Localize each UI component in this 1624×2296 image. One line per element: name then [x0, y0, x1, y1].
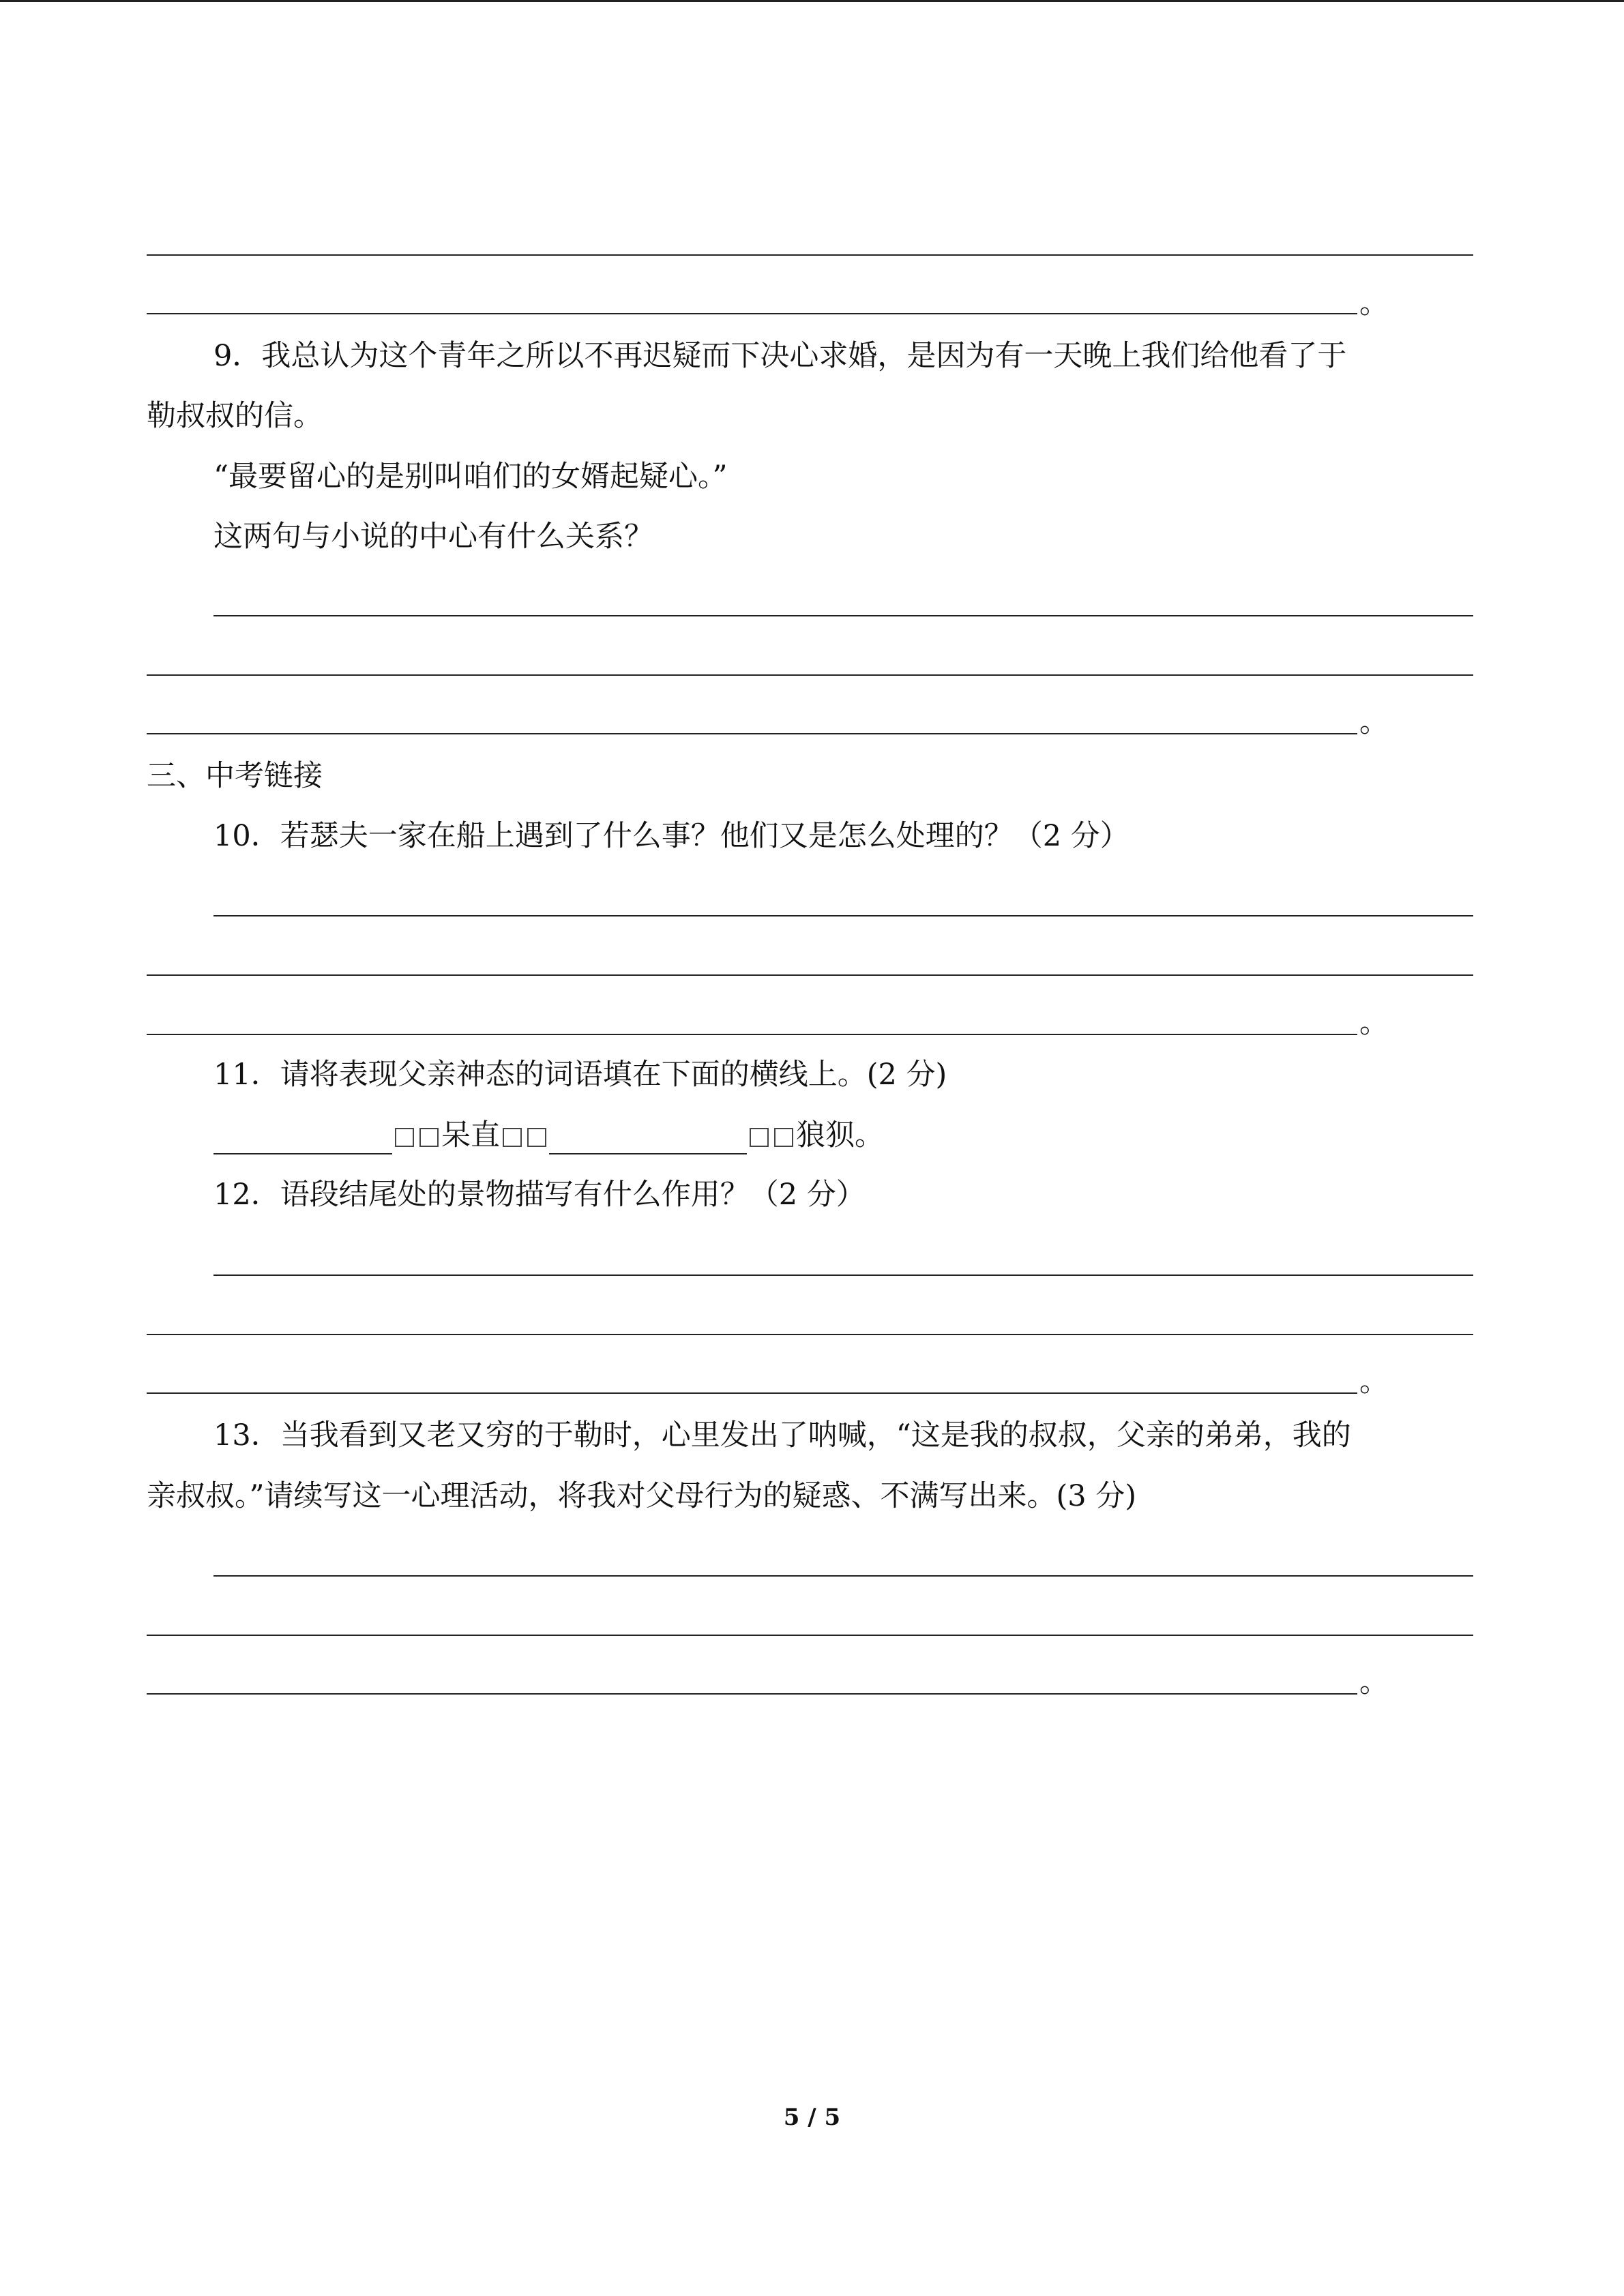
q12-answer-end-period: 。 — [1359, 1365, 1389, 1399]
q11-fill-row — [213, 1116, 884, 1154]
q11-box — [750, 1128, 769, 1147]
section-3-title: 三、中考链接 — [147, 759, 323, 793]
q11-box — [774, 1128, 793, 1147]
q13-answer-line[interactable] — [147, 1693, 1357, 1695]
q10-answer-line[interactable] — [147, 1034, 1357, 1035]
q9-prompt: 这两句与小说的中心有什么关系？ — [213, 520, 653, 554]
q10-answer-end-period: 。 — [1359, 1006, 1389, 1040]
q13-text-line2: 亲叔叔。”请续写这一心理活动，将我对父母行为的疑惑、不满写出来。(3 分) — [147, 1479, 1137, 1513]
q9-text-line1: 9．我总认为这个青年之所以不再迟疑而下决心求婚，是因为有一天晚上我们给他看了于 — [213, 339, 1347, 373]
q9-text-line2: 勒叔叔的信。 — [147, 399, 323, 433]
q12-text: 12．语段结尾处的景物描写有什么作用？（2 分） — [213, 1178, 866, 1212]
q11-text: 11．请将表现父亲神态的词语填在下面的横线上。(2 分) — [213, 1058, 947, 1092]
q9-answer-line[interactable] — [213, 615, 1473, 616]
q10-answer-line[interactable] — [147, 974, 1473, 976]
q9-answer-line[interactable] — [147, 674, 1473, 676]
q12-answer-line[interactable] — [147, 1334, 1473, 1335]
q13-answer-line[interactable] — [147, 1635, 1473, 1636]
q12-answer-line[interactable] — [213, 1274, 1473, 1276]
q12-answer-line[interactable] — [147, 1392, 1357, 1394]
q11-box — [503, 1128, 522, 1147]
q11-box — [527, 1128, 546, 1147]
q9-answer-line[interactable] — [147, 733, 1357, 734]
q9-answer-end-period: 。 — [1359, 705, 1389, 739]
answer-line[interactable] — [147, 254, 1473, 256]
page-number: 5 / 5 — [783, 2104, 841, 2131]
q11-blank-1[interactable] — [213, 1126, 392, 1154]
q11-word-2: 狼狈。 — [796, 1118, 884, 1152]
q13-text-line1: 13．当我看到又老又穷的于勒时，心里发出了呐喊，“这是我的叔叔，父亲的弟弟，我的 — [213, 1418, 1351, 1452]
q10-text: 10．若瑟夫一家在船上遇到了什么事？他们又是怎么处理的？（2 分） — [213, 819, 1130, 853]
q11-word-1: 呆直 — [441, 1118, 500, 1152]
q11-box — [419, 1128, 439, 1147]
q13-answer-end-period: 。 — [1359, 1665, 1389, 1699]
q11-box — [395, 1128, 414, 1147]
q10-answer-line[interactable] — [213, 915, 1473, 916]
q13-answer-line[interactable] — [213, 1575, 1473, 1577]
answer-end-period: 。 — [1359, 286, 1389, 320]
q9-quote: “最要留心的是别叫咱们的女婿起疑心。” — [213, 460, 728, 494]
page-top-border — [0, 0, 1624, 2]
q11-blank-2[interactable] — [549, 1126, 747, 1154]
answer-line[interactable] — [147, 313, 1357, 314]
